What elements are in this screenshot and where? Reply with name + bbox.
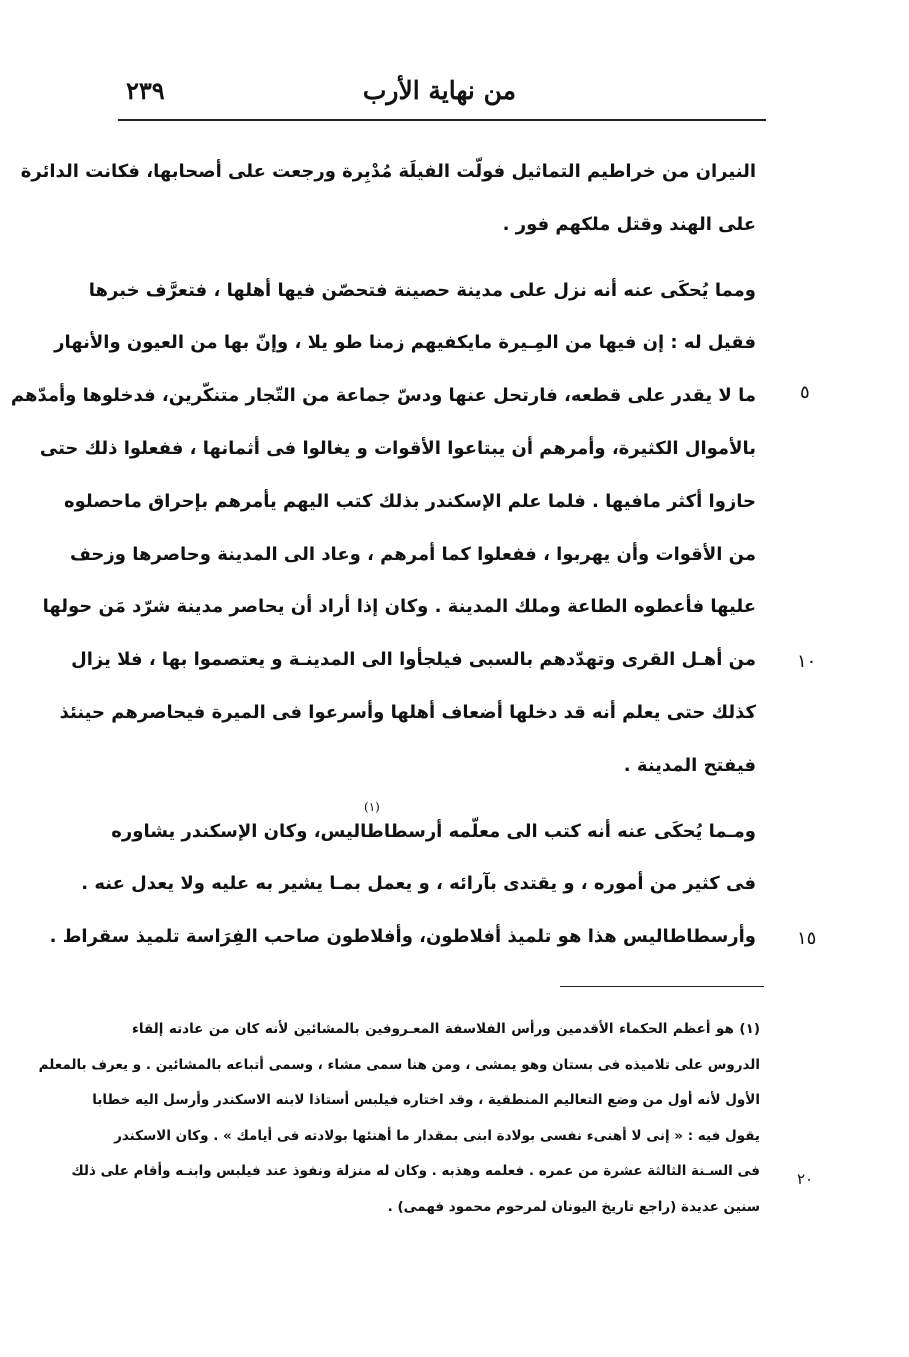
text-line: من الأقوات وأن يهربوا ، ففعلوا كما أمرهم ، وعاد الى المدينة وحاصرها وزحف [69, 543, 756, 565]
line-number: ١٠ [797, 651, 817, 672]
text-line: ما لا يقدر على قطعه، فارتحل عنها ودسّ جماعة من التّجار متنكّرين، فدخلوها وأمدّهم [10, 385, 756, 407]
text-line: بالأموال الكثيرة، وأمرهم أن يبتاعوا الأقوات و يغالوا فى أثمانها ، ففعلوا ذلك حتى [39, 437, 756, 459]
text-line: عليها فأعطوه الطاعة وملك المدينة . وكان إذا أراد أن يحاصر مدينة شرّد مَن حولها [42, 596, 756, 618]
line-number: ٥ [800, 382, 810, 403]
footnote-marker: (١) [364, 800, 380, 814]
footnotes [38, 1012, 760, 1225]
text-line: فى كثير من أموره ، و يقتدى بآرائه ، و يعمل بمـا يشير به عليه ولا يعدل عنه . [81, 873, 756, 895]
text-line: وأرسطاطاليس هذا هو تلميذ أفلاطون، وأفلاطون صاحب الفِرَاسة تلميذ سقراط . [49, 926, 756, 948]
text-line: ومما يُحكَى عنه أنه نزل على مدينة حصينة فتحصّن فيها أهلها ، فتعرَّف خبرها [88, 279, 756, 301]
running-title: من نهاية الأرب [362, 76, 516, 105]
main-text [10, 146, 756, 964]
text-line: فقيل له : إن فيها من المِـيرة مايكفيهم زمنا طو يلا ، وإنّ بها من العيون والأنهار [54, 332, 756, 354]
footnote-line: سنين عديدة (راجع تاريخ اليونان لمرحوم محمود فهمى) . [387, 1198, 760, 1215]
footnote-line: الأول لأنه أول من وضع التعاليم المنطقية ، وقد اختاره فيلبس أستاذا لابنه الاسكندر وأرسل اليه خطابا [92, 1092, 760, 1108]
footnote-line: فى السـنة الثالثة عشرة من عمره . فعلمه وهذبه . وكان له منزلة ونفوذ عند فيلبس وابنـه وأقام على ذلك [71, 1163, 760, 1179]
footnote-rule [560, 986, 764, 987]
text-line: على الهند وقتل ملكهم فور . [502, 213, 756, 235]
footnote-line: (١) هو أعظم الحكماء الأقدمين ورأس الفلاسفة المعـروفين بالمشائين لأنه كان من عادته إلقاء [132, 1021, 760, 1037]
text-line: من أهـل القرى وتهدّدهم بالسبى فيلجأوا الى المدينـة و يعتصموا بها ، فلا يزال [71, 649, 756, 671]
footnote-line: يقول فيه : « إنى لا أهنىء نفسى بولادة ابنى بمقدار ما أهنئها بولادته فى أيامك » . وكان الاسكندر [114, 1127, 760, 1144]
text-line: كذلك حتى يعلم أنه قد دخلها أضعاف أهلها وأسرعوا فى الميرة فيحاصرهم حينئذ [59, 701, 756, 723]
page-number: ٢٣٩ [126, 76, 165, 105]
text-line: ومـما يُحكَى عنه أنه كتب الى معلّمه أرسطاطاليس، وكان الإسكندر يشاوره [111, 820, 756, 842]
line-number: ١٥ [797, 928, 817, 949]
footnote-line: الدروس على تلاميذه فى بستان وهو يمشى ، ومن هنا سمى مشاء ، وسمى أتباعه بالمشائين . و يعرف بالمعلم [38, 1056, 760, 1073]
footnote-line-number: ٢٠ [797, 1170, 814, 1188]
text-line: حازوا أكثر مافيها . فلما علم الإسكندر بذلك كتب اليهم يأمرهم بإحراق ماحصلوه [63, 490, 756, 512]
page-header [118, 72, 766, 112]
text-line: فيفتح المدينة . [623, 754, 756, 776]
text-line: النيران من خراطيم التماثيل فولّت الفيلَة مُدْبِرة ورجعت على أصحابها، فكانت الدائرة [20, 161, 756, 182]
header-rule [118, 119, 766, 121]
